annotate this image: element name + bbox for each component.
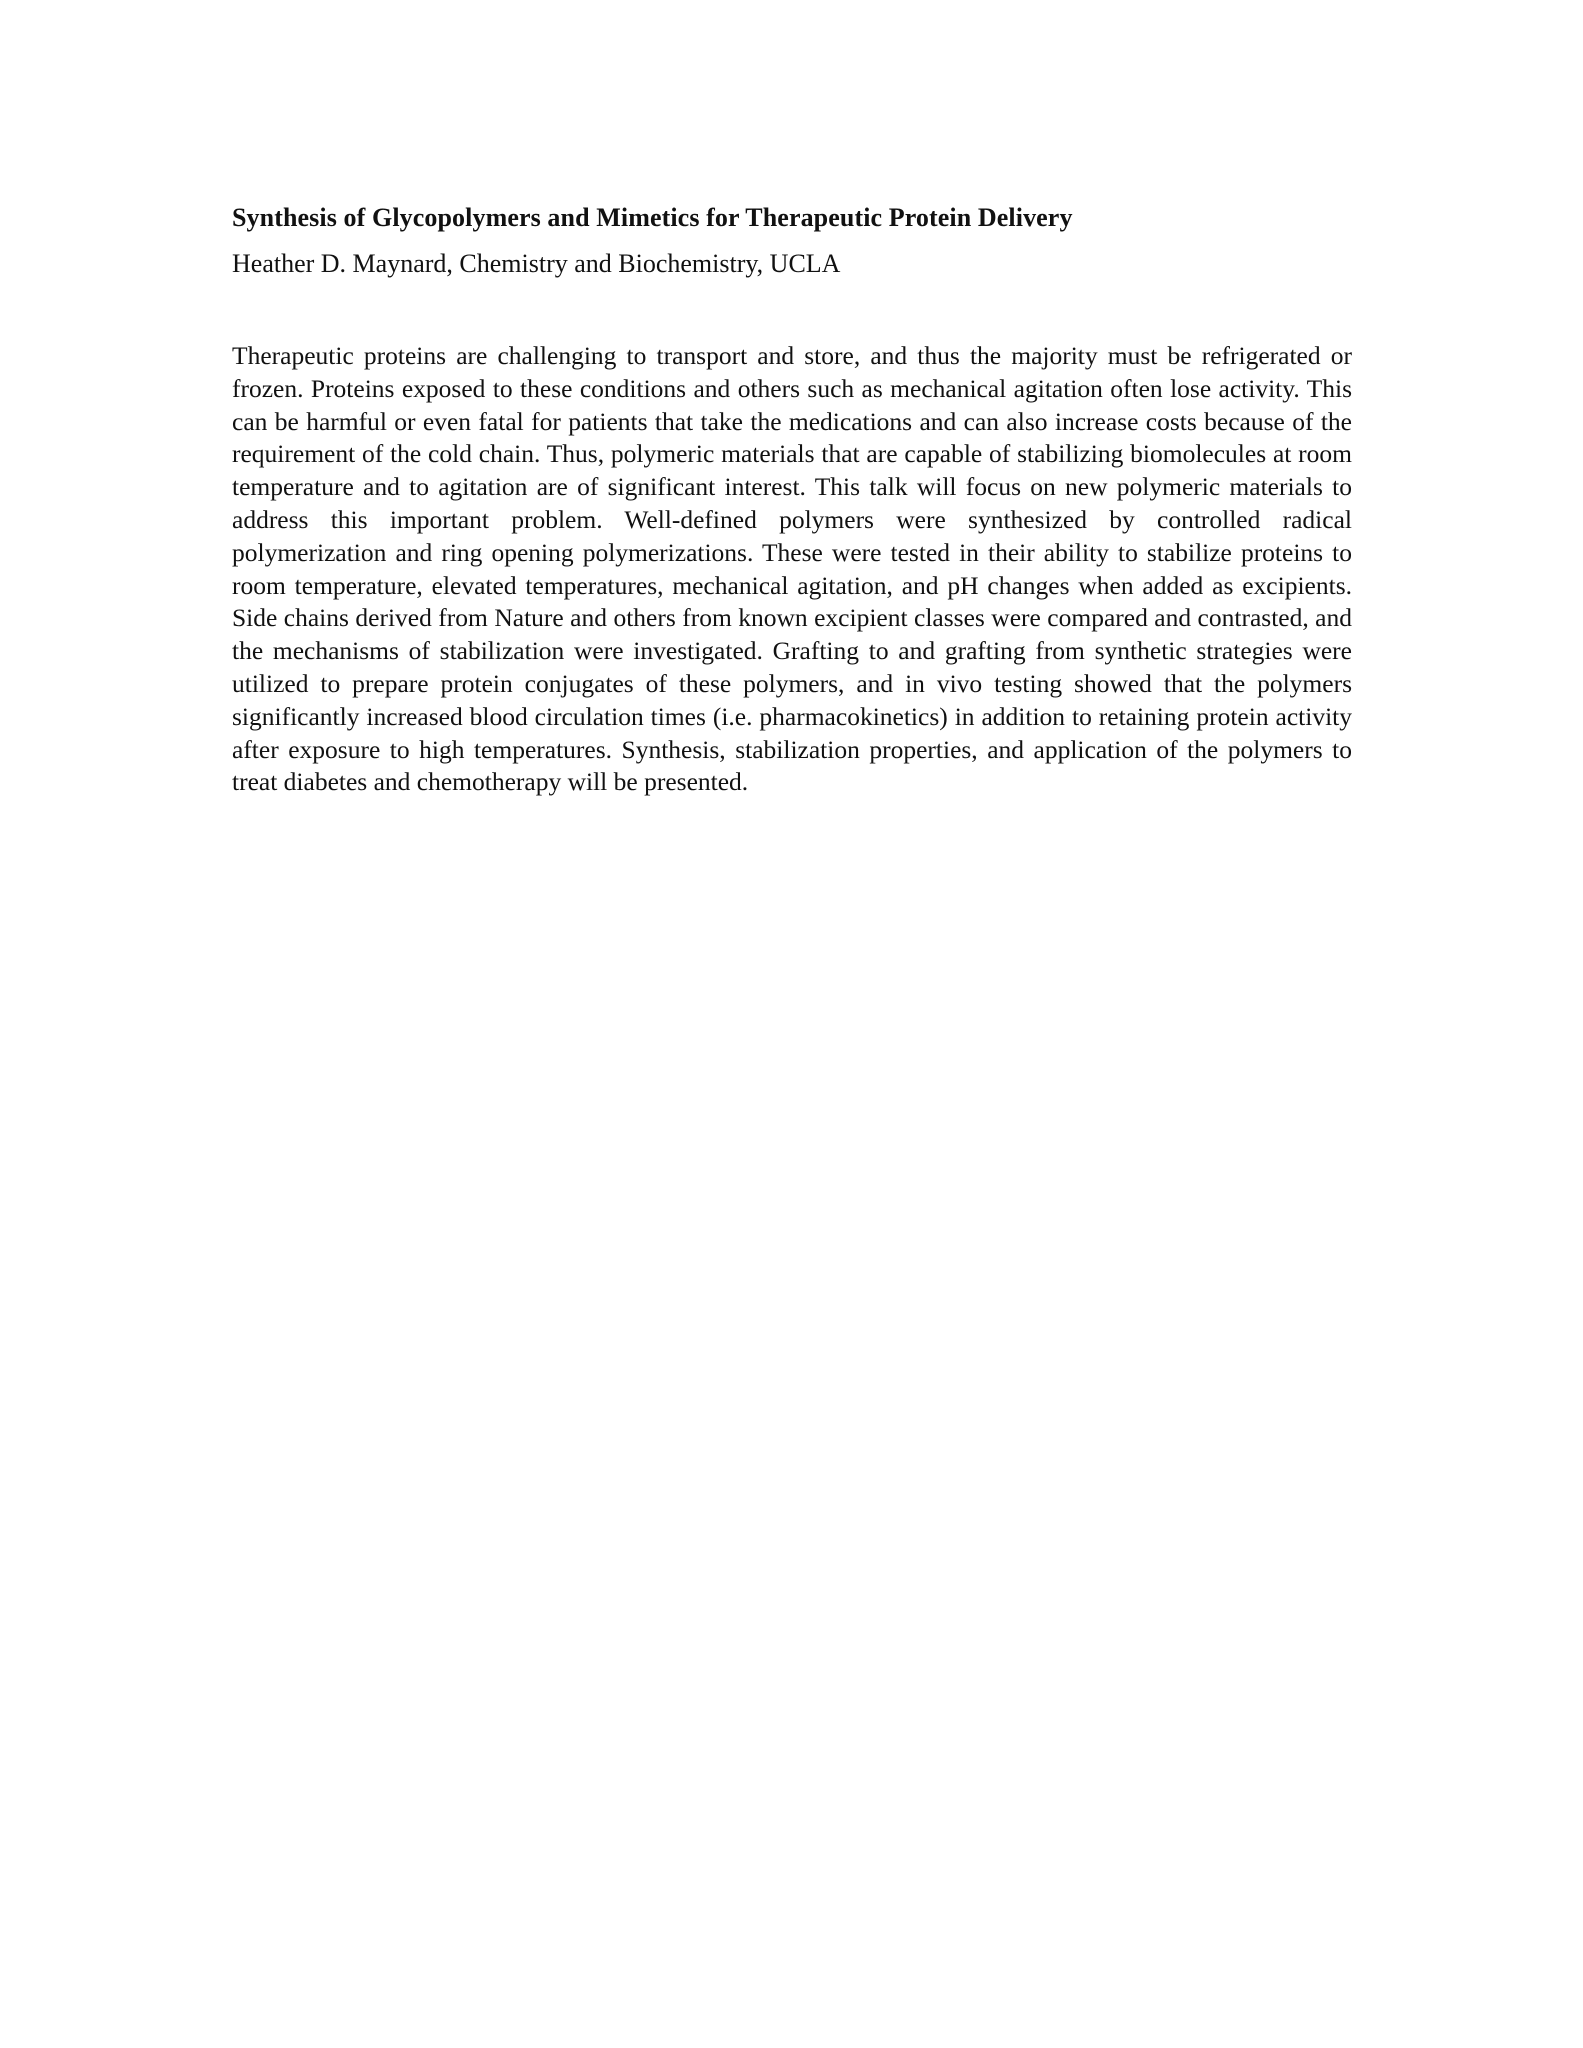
document-content bbox=[232, 200, 1352, 799]
abstract-paragraph: Therapeutic proteins are challenging to transport and store, and thus the majority must be refrigerated or frozen. Proteins exposed to these conditions and others such as mechanical agitation often lose activity. This can be harmful or even fatal for patients that take the medications and can also increase costs because of the requirement of the cold chain. Thus, polymeric materials that are capable of stabilizing biomolecules at room temperature and to agitation are of significant interest. This talk will focus on new polymeric materials to address this important problem. Well-defined polymers were synthesized by controlled radical polymerization and ring opening polymerizations. These were tested in their ability to stabilize proteins to room temperature, elevated temperatures, mechanical agitation, and pH changes when added as excipients. Side chains derived from Nature and others from known excipient classes were compared and contrasted, and the mechanisms of stabilization were investigated. Grafting to and grafting from synthetic strategies were utilized to prepare protein conjugates of these polymers, and in vivo testing showed that the polymers significantly increased blood circulation times (i.e. pharmacokinetics) in addition to retaining protein activity after exposure to high temperatures. Synthesis, stabilization properties, and application of the polymers to treat diabetes and chemotherapy will be presented. bbox=[232, 341, 1352, 797]
author-affiliation: Heather D. Maynard, Chemistry and Biochemistry, UCLA bbox=[232, 249, 841, 278]
document-title: Synthesis of Glycopolymers and Mimetics for Therapeutic Protein Delivery bbox=[232, 203, 1073, 232]
